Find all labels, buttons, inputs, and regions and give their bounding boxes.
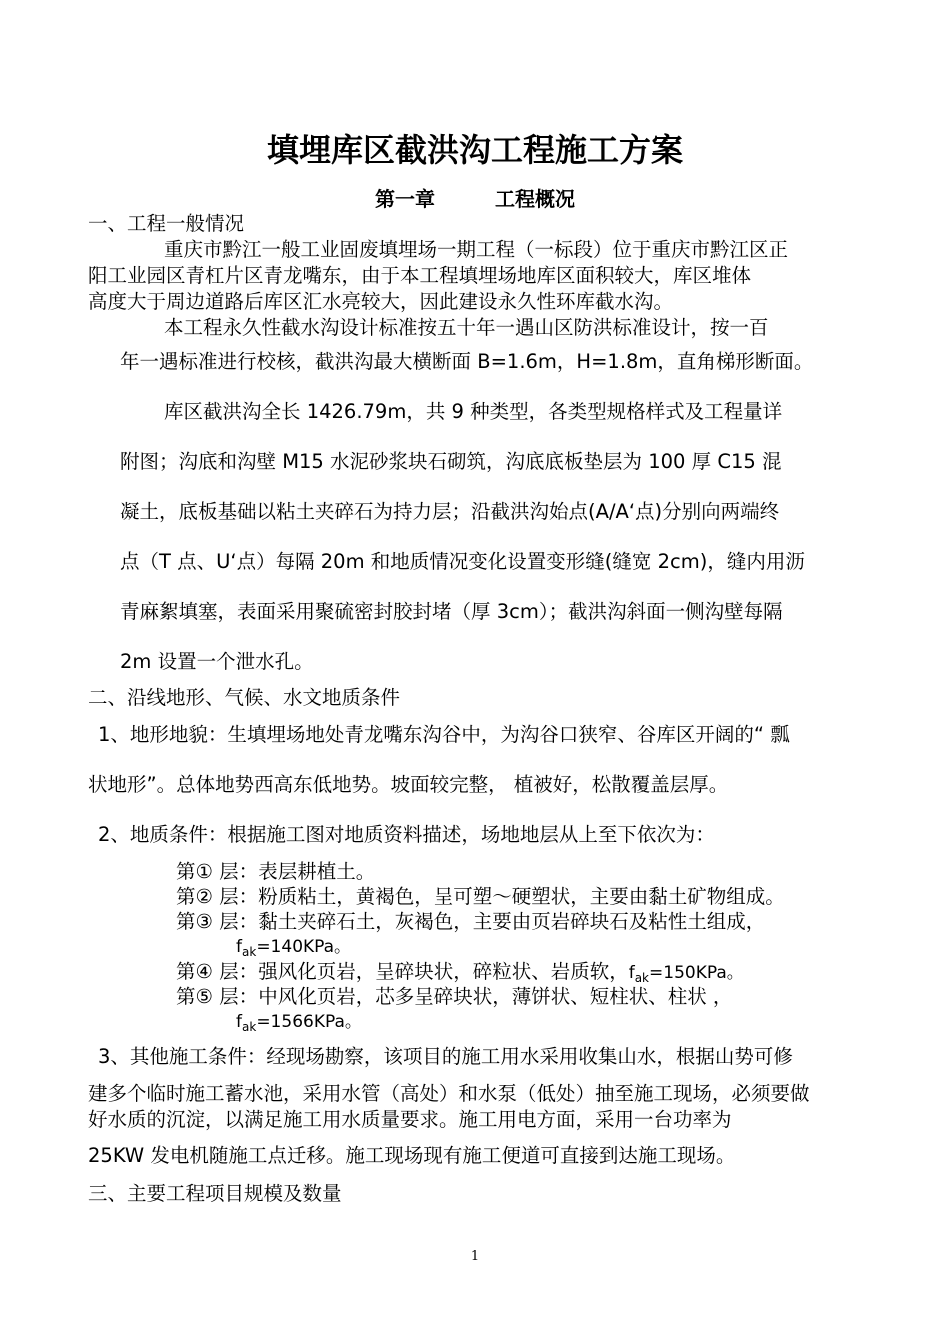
layer-label: 第⑤ 层： [176, 985, 259, 1008]
paragraph-line: 本工程永久性截水沟设计标准按五十年一遇山区防洪标准设计，按一百 [164, 316, 769, 339]
paragraph-line: 好水质的沉淀，以满足施工用水质量要求。施工用电方面，采用一台功率为 [88, 1108, 732, 1131]
section-heading: 二、沿线地形、气候、水文地质条件 [88, 686, 401, 709]
fak-symbol: f [236, 937, 242, 957]
paragraph-line: 青麻絮填塞，表面采用聚硫密封胶封堵（厚 3cm）；截洪沟斜面一侧沟壁每隔 [120, 600, 783, 623]
layer-item [176, 860, 375, 884]
layer-item [176, 960, 744, 986]
layer-item [176, 910, 765, 934]
layer-text: 表层耕植土。 [258, 860, 376, 883]
layer-item [176, 885, 785, 909]
paragraph-line: 1、地形地貌：生填埋场地处青龙嘴东沟谷中，为沟谷口狭窄、谷库区开阔的“ 瓢 [98, 723, 790, 746]
page-number: 1 [470, 1249, 480, 1264]
paragraph-line: 库区截洪沟全长 1426.79m，共 9 种类型，各类型规格样式及工程量详 [164, 400, 783, 423]
chapter-number: 第一章 [375, 187, 435, 211]
fak-value: =150KPa。 [649, 963, 744, 983]
paragraph-line: 重庆市黔江一般工业固废填埋场一期工程（一标段）位于重庆市黔江区正 [164, 238, 789, 261]
fak-symbol: f [236, 1012, 242, 1032]
fak-subscript: ak [634, 971, 650, 985]
bearing-capacity [236, 935, 351, 960]
paragraph-line: 3、其他施工条件：经现场勘察，该项目的施工用水采用收集山水，根据山势可修 [98, 1045, 793, 1068]
layer-label: 第② 层： [176, 885, 259, 908]
paragraph-line: 点（T 点、U‘点）每隔 20m 和地质情况变化设置变形缝(缝宽 2cm)，缝内用沥 [120, 550, 805, 573]
layer-label: 第③ 层： [176, 910, 259, 933]
layer-label: 第① 层： [176, 860, 259, 883]
paragraph-line: 状地形”。总体地势西高东低地势。坡面较完整， 植被好，松散覆盖层厚。 [88, 773, 729, 796]
paragraph-line: 凝土，底板基础以粘土夹碎石为持力层；沿截洪沟始点(A/A‘点)分别向两端终 [120, 500, 780, 523]
paragraph-line: 附图；沟底和沟壁 M15 水泥砂浆块石砌筑，沟底底板垫层为 100 厚 C15 混 [120, 450, 782, 473]
paragraph-line: 2、地质条件：根据施工图对地质资料描述，场地地层从上至下依次为： [98, 823, 715, 846]
chapter-heading [0, 186, 950, 212]
paragraph-line: 高度大于周边道路后库区汇水亮较大，因此建设永久性环库截水沟。 [88, 290, 674, 313]
layer-label: 第④ 层： [176, 960, 259, 983]
layer-text: 黏土夹碎石土，灰褐色，主要由页岩碎块石及粘性土组成， [258, 910, 766, 933]
paragraph-line: 年一遇标准进行校核，截洪沟最大横断面 B=1.6m，H=1.8m，直角梯形断面。 [120, 350, 814, 373]
paragraph-line: 阳工业园区青杠片区青龙嘴东，由于本工程填埋场地库区面积较大，库区堆体 [88, 264, 752, 287]
fak-value: =1566KPa。 [256, 1012, 362, 1032]
layer-item [176, 985, 732, 1009]
fak-symbol: f [628, 963, 635, 983]
layer-text: 中风化页岩，芯多呈碎块状，薄饼状、短柱状、柱状 ， [258, 985, 733, 1008]
bearing-capacity [236, 1010, 362, 1035]
chapter-name: 工程概况 [495, 187, 575, 211]
fak-subscript: ak [242, 1020, 257, 1034]
paragraph-line: 2m 设置一个泄水孔。 [120, 650, 314, 673]
section-heading: 一、工程一般情况 [88, 212, 245, 235]
paragraph-line: 建多个临时施工蓄水池，采用水管（高处）和水泵（低处）抽至施工现场，必须要做 [88, 1082, 810, 1105]
paragraph-line: 25KW 发电机随施工点迁移。施工现场现有施工便道可直接到达施工现场。 [88, 1144, 736, 1167]
fak-subscript: ak [242, 945, 257, 959]
section-heading: 三、主要工程项目规模及数量 [88, 1182, 342, 1205]
document-title: 填埋库区截洪沟工程施工方案 [266, 131, 683, 169]
layer-text: 粉质粘土，黄褐色，呈可塑～硬塑状，主要由黏土矿物组成。 [258, 885, 785, 908]
layer-text: 强风化页岩，呈碎块状，碎粒状、岩质软， [258, 960, 629, 983]
fak-value: =140KPa。 [256, 937, 352, 957]
